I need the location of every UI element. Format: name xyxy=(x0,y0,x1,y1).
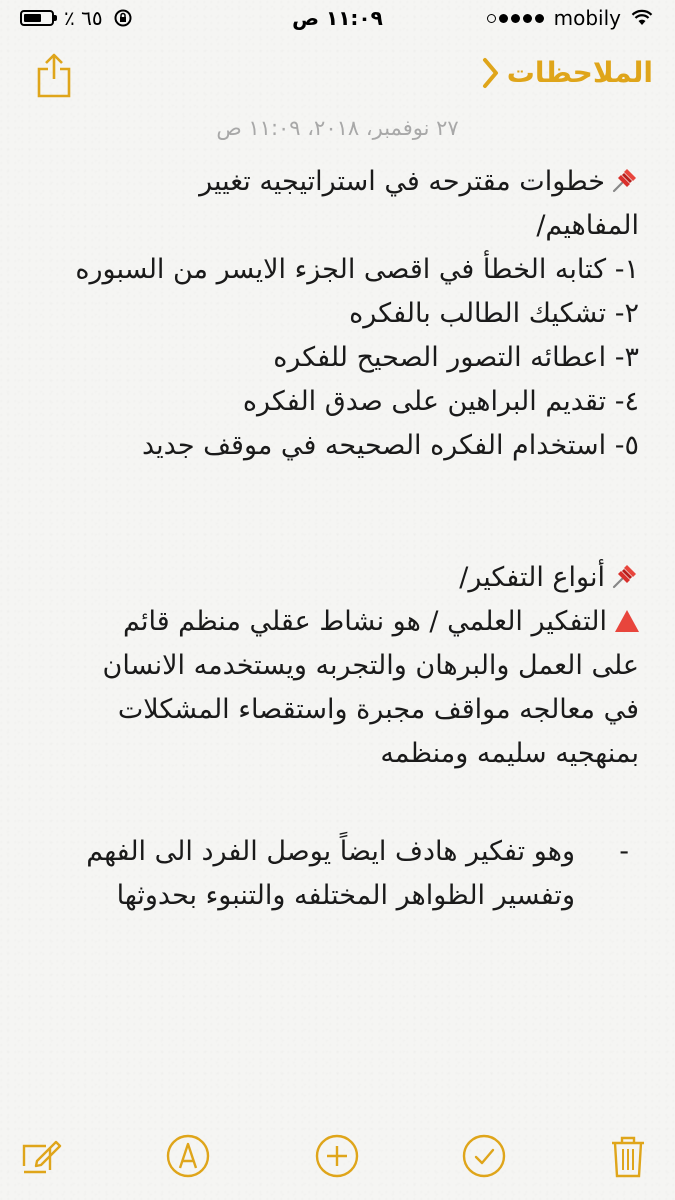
step-line: ٣- اعطائه التصور الصحيح للفكره xyxy=(273,342,639,373)
carrier-group xyxy=(487,6,653,30)
definition-line: في معالجه مواقف مجبرة واستقصاء المشكلات xyxy=(117,694,639,725)
step-line: ٢- تشكيك الطالب بالفكره xyxy=(349,298,639,329)
back-label: الملاحظات xyxy=(506,56,653,89)
note-body[interactable] xyxy=(40,160,639,918)
bottom-toolbar xyxy=(0,1110,675,1200)
carrier-name: mobily xyxy=(553,6,621,30)
step-line: ١- كتابه الخطأ في اقصى الجزء الايسر من السبوره xyxy=(75,254,639,285)
markup-icon[interactable] xyxy=(164,1132,212,1180)
bullet-line: وتفسير الظواهر المختلفه والتنبوء بحدوثها xyxy=(116,880,575,911)
section-title: خطوات مقترحه في استراتيجيه تغيير xyxy=(40,160,639,204)
signal-icon xyxy=(487,14,544,23)
share-icon[interactable] xyxy=(36,52,72,98)
definition-line: على العمل والبرهان والتجربه ويستخدمه الانسان xyxy=(102,650,639,681)
trash-icon[interactable] xyxy=(604,1132,652,1180)
step-line: ٥- استخدام الفكره الصحيحه في موقف جديد xyxy=(141,430,639,461)
bullet-item xyxy=(40,830,639,918)
battery-percentage: ٪ ٦٥ xyxy=(64,6,103,30)
wifi-icon xyxy=(631,9,653,27)
pushpin-icon xyxy=(611,166,639,194)
compose-icon[interactable] xyxy=(18,1132,66,1180)
bullet-line: وهو تفكير هادف ايضاً يوصل الفرد الى الفهم xyxy=(86,836,575,867)
definition-line: بمنهجيه سليمه ومنظمه xyxy=(380,738,639,769)
step-line: ٤- تقديم البراهين على صدق الفكره xyxy=(242,386,639,417)
section-title: أنواع التفكير/ xyxy=(40,556,639,600)
pushpin-icon xyxy=(611,562,639,590)
warning-triangle-icon xyxy=(615,610,639,632)
status-bar xyxy=(0,0,675,40)
bullet-dash: - xyxy=(619,836,629,867)
status-time: ١١:٠٩ ص xyxy=(292,6,383,30)
checklist-icon[interactable] xyxy=(460,1132,508,1180)
add-icon[interactable] xyxy=(313,1132,361,1180)
back-to-notes-button[interactable] xyxy=(481,56,653,89)
note-date: ٢٧ نوفمبر، ٢٠١٨، ١١:٠٩ ص xyxy=(216,116,459,140)
section-title-cont: المفاهيم/ xyxy=(536,210,639,241)
definition-line: التفكير العلمي / هو نشاط عقلي منظم قائم xyxy=(40,600,639,644)
chevron-left-icon xyxy=(481,57,499,89)
